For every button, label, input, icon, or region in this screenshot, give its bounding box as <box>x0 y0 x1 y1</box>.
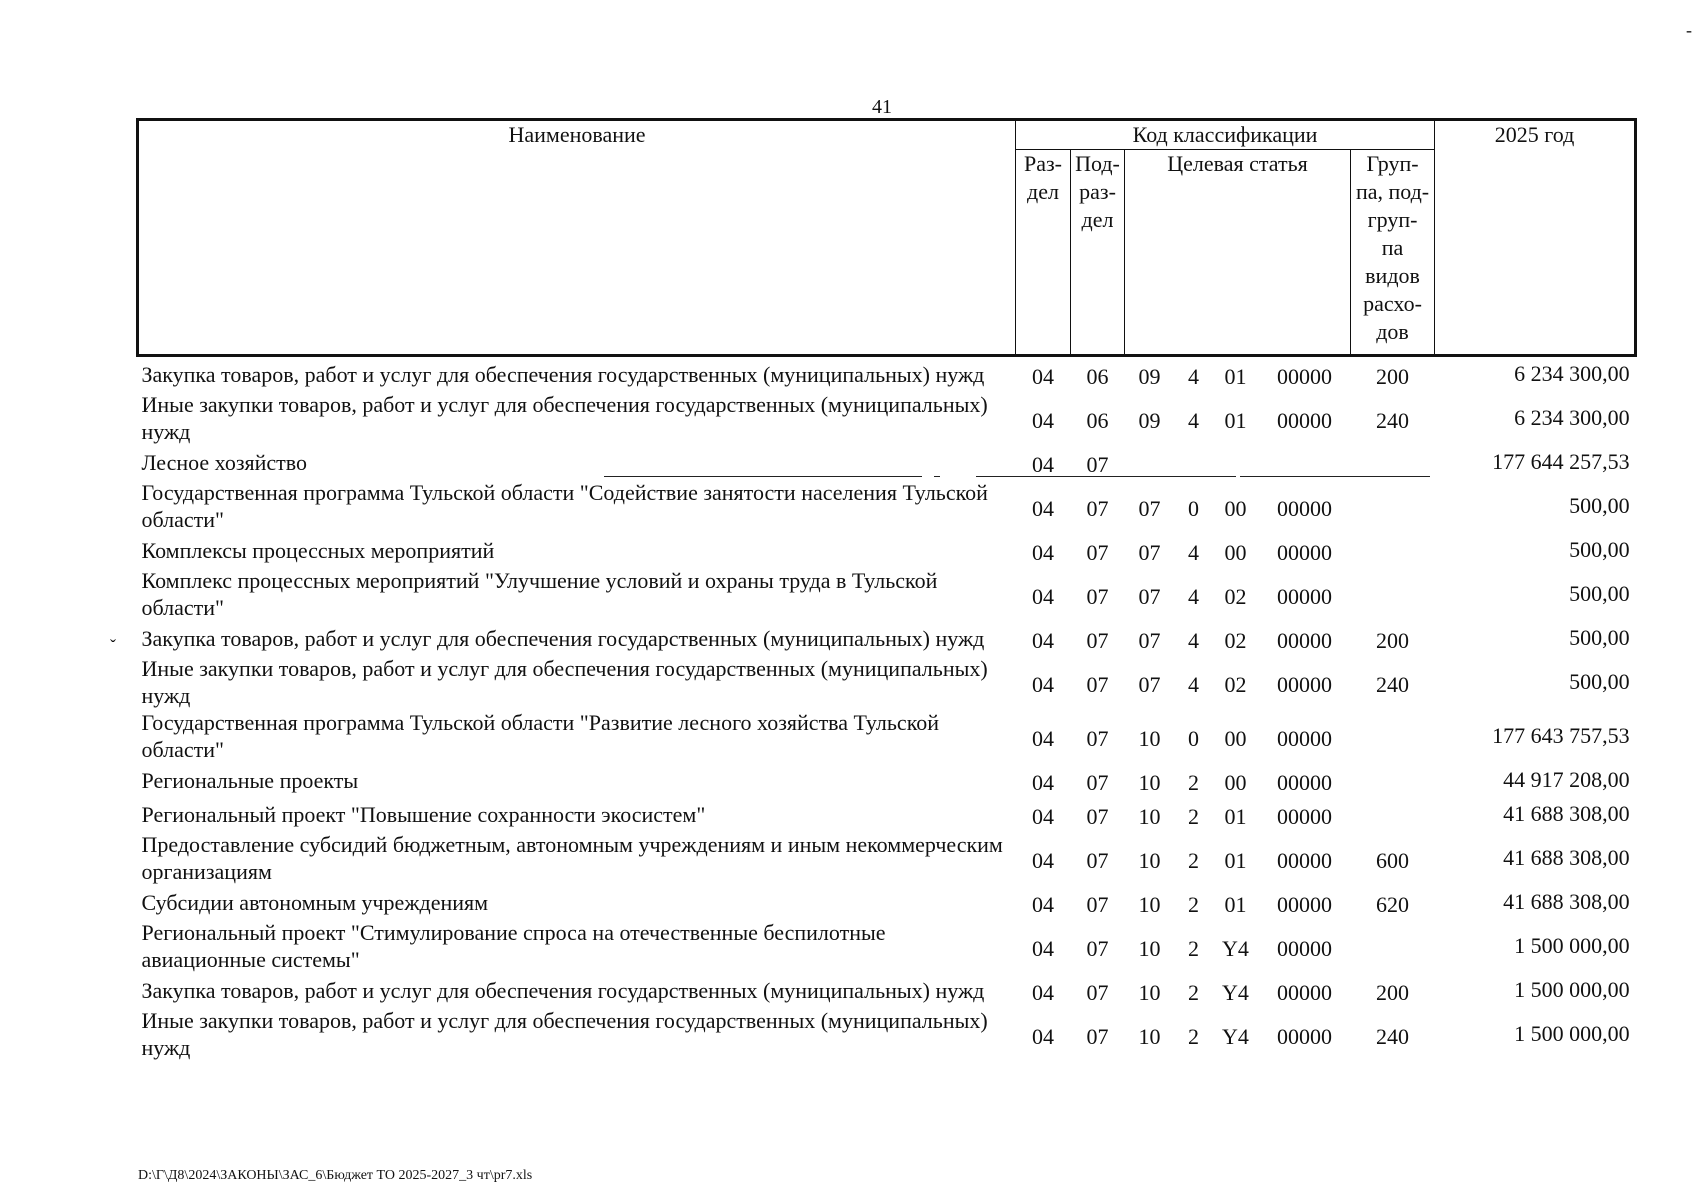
row-name: Государственная программа Тульской области "Содействие занятости населения Тульской области" <box>141 480 988 532</box>
row-amount: 500,00 <box>1569 537 1630 562</box>
separator-line <box>604 476 922 477</box>
row-code-razdel: 04 <box>1032 540 1054 565</box>
row-code-cs2: 2 <box>1188 980 1199 1005</box>
row-code-cs2: 2 <box>1188 848 1199 873</box>
row-code-cs1: 10 <box>1138 936 1161 961</box>
row-code-vr <box>1351 567 1435 621</box>
separator-line <box>1240 476 1430 477</box>
row-amount: 500,00 <box>1569 669 1630 694</box>
row-code-cs4: 00000 <box>1277 1024 1332 1049</box>
row-code-razdel: 04 <box>1032 726 1054 751</box>
row-code-podrazdel: 07 <box>1086 770 1109 795</box>
row-code-podrazdel: 07 <box>1086 936 1109 961</box>
row-code-cs3: Y4 <box>1222 980 1249 1005</box>
row-code-cs1: 09 <box>1138 408 1161 433</box>
row-amount: 1 500 000,00 <box>1514 1021 1630 1046</box>
table-row <box>138 567 1636 621</box>
row-code-cs3: 02 <box>1224 584 1247 609</box>
row-code-vr: 200 <box>1376 628 1410 653</box>
row-code-vr: 240 <box>1376 408 1410 433</box>
row-code-cs3: 00 <box>1224 496 1247 521</box>
row-code-cs3: 02 <box>1224 628 1247 653</box>
row-code-razdel: 04 <box>1032 672 1054 697</box>
row-code-cs4: 00000 <box>1277 628 1332 653</box>
row-code-cs4: 00000 <box>1277 496 1332 521</box>
row-code-razdel: 04 <box>1032 496 1054 521</box>
row-code-vr: 600 <box>1376 848 1410 873</box>
row-name: Закупка товаров, работ и услуг для обеспечения государственных (муниципальных) нужд <box>141 977 985 1003</box>
row-code-cs3: 00 <box>1224 540 1247 565</box>
row-code-cs4: 00000 <box>1277 892 1332 917</box>
row-code-razdel: 04 <box>1032 364 1054 389</box>
row-name: Иные закупки товаров, работ и услуг для обеспечения государственных (муниципальных) нужд <box>141 1008 988 1060</box>
row-code-podrazdel: 07 <box>1086 584 1109 609</box>
row-code-podrazdel: 07 <box>1086 980 1109 1005</box>
row-code-cs2: 2 <box>1188 1024 1199 1049</box>
row-code-cs4: 00000 <box>1277 936 1332 961</box>
row-code-cs3: 01 <box>1224 892 1247 917</box>
table-row <box>138 479 1636 533</box>
row-code-vr: 200 <box>1376 980 1410 1005</box>
row-code-cs2: 0 <box>1188 726 1199 751</box>
row-amount: 6 234 300,00 <box>1514 405 1630 430</box>
row-code-cs1: 10 <box>1138 980 1161 1005</box>
row-code-cs4: 00000 <box>1277 364 1332 389</box>
row-code-razdel: 04 <box>1032 980 1054 1005</box>
row-code-cs1 <box>1125 445 1175 479</box>
row-amount: 1 500 000,00 <box>1514 933 1630 958</box>
row-amount: 6 234 300,00 <box>1514 361 1630 386</box>
row-code-cs1: 10 <box>1138 848 1161 873</box>
row-name: Закупка товаров, работ и услуг для обеспечения государственных (муниципальных) нужд <box>141 361 985 387</box>
row-code-cs1: 07 <box>1138 628 1161 653</box>
table-row <box>138 391 1636 445</box>
table-row <box>138 885 1636 919</box>
row-code-vr <box>1351 533 1435 567</box>
budget-table <box>136 118 1637 1061</box>
row-code-podrazdel: 07 <box>1086 672 1109 697</box>
table-row <box>138 533 1636 567</box>
row-code-razdel: 04 <box>1032 584 1054 609</box>
row-code-cs4 <box>1259 445 1351 479</box>
row-amount: 500,00 <box>1569 625 1630 650</box>
row-code-cs4: 00000 <box>1277 540 1332 565</box>
file-path: D:\Г\Д8\2024\ЗАКОНЫ\ЗАС_6\Бюджет ТО 2025-2027_3 чт\pr7.xls <box>138 1168 533 1183</box>
row-code-cs4: 00000 <box>1277 584 1332 609</box>
row-code-cs1: 10 <box>1138 804 1161 829</box>
row-code-cs2: 2 <box>1188 892 1199 917</box>
row-code-podrazdel: 07 <box>1086 628 1109 653</box>
separator-line <box>934 476 940 477</box>
row-code-cs3 <box>1213 445 1259 479</box>
row-code-cs1: 10 <box>1138 892 1161 917</box>
table-row <box>138 797 1636 831</box>
row-code-podrazdel: 07 <box>1086 452 1109 477</box>
row-code-podrazdel: 06 <box>1086 364 1109 389</box>
row-code-cs4: 00000 <box>1277 770 1332 795</box>
row-code-razdel: 04 <box>1032 804 1054 829</box>
row-code-cs1: 07 <box>1138 540 1161 565</box>
row-code-podrazdel: 07 <box>1086 848 1109 873</box>
table-row <box>138 356 1636 392</box>
row-code-cs3: 01 <box>1224 804 1247 829</box>
margin-mark: ˇ <box>110 636 116 656</box>
row-code-cs2: 4 <box>1188 364 1199 389</box>
row-code-razdel: 04 <box>1032 848 1054 873</box>
row-amount: 41 688 308,00 <box>1503 801 1630 826</box>
row-code-razdel: 04 <box>1032 770 1054 795</box>
column-header-year: 2025 год <box>1435 120 1636 356</box>
row-code-cs3: 00 <box>1224 770 1247 795</box>
row-code-razdel: 04 <box>1032 936 1054 961</box>
row-code-podrazdel: 07 <box>1086 726 1109 751</box>
row-code-podrazdel: 07 <box>1086 496 1109 521</box>
row-code-cs1: 10 <box>1138 726 1161 751</box>
row-amount: 44 917 208,00 <box>1503 767 1630 792</box>
row-name: Региональный проект "Стимулирование спроса на отечественные беспилотные авиационные системы" <box>141 920 886 972</box>
row-code-cs2: 0 <box>1188 496 1199 521</box>
row-code-cs3: 01 <box>1224 364 1247 389</box>
table-row <box>138 919 1636 973</box>
row-code-razdel: 04 <box>1032 408 1054 433</box>
row-code-cs2: 4 <box>1188 628 1199 653</box>
row-code-cs3: 02 <box>1224 672 1247 697</box>
table-row <box>138 445 1636 479</box>
column-header-target-article: Целевая статья <box>1125 150 1351 356</box>
row-code-razdel: 04 <box>1032 628 1054 653</box>
row-code-cs2: 4 <box>1188 540 1199 565</box>
row-code-cs1: 10 <box>1138 770 1161 795</box>
column-header-subsection: Под- раз- дел <box>1071 150 1125 356</box>
table-row <box>138 621 1636 655</box>
row-code-cs4: 00000 <box>1277 804 1332 829</box>
row-name: Региональные проекты <box>141 767 359 793</box>
row-code-cs1: 07 <box>1138 584 1161 609</box>
row-amount: 177 644 257,53 <box>1492 449 1630 474</box>
row-code-cs3: Y4 <box>1222 1024 1249 1049</box>
column-header-expense-group: Груп- па, под- груп- па видов расхо- дов <box>1351 150 1435 356</box>
row-amount: 1 500 000,00 <box>1514 977 1630 1002</box>
row-name: Государственная программа Тульской области "Развитие лесного хозяйства Тульской области" <box>141 710 940 762</box>
column-header-section: Раз- дел <box>1016 150 1071 356</box>
row-amount: 177 643 757,53 <box>1492 723 1630 748</box>
row-code-vr: 240 <box>1376 672 1410 697</box>
row-code-razdel: 04 <box>1032 1024 1054 1049</box>
row-code-cs2 <box>1175 445 1213 479</box>
row-code-cs3: 01 <box>1224 408 1247 433</box>
column-header-name: Наименование <box>138 120 1016 356</box>
row-name: Предоставление субсидий бюджетным, автономным учреждениям и иным некоммерческим организациям <box>141 832 1003 884</box>
row-code-cs4: 00000 <box>1277 672 1332 697</box>
row-amount: 500,00 <box>1569 581 1630 606</box>
row-code-cs3: 01 <box>1224 848 1247 873</box>
table-row <box>138 973 1636 1007</box>
row-code-cs2: 2 <box>1188 936 1199 961</box>
row-code-vr <box>1351 479 1435 533</box>
row-code-cs2: 2 <box>1188 804 1199 829</box>
row-code-cs1: 09 <box>1138 364 1161 389</box>
column-header-classification: Код классификации <box>1016 120 1435 150</box>
row-code-cs3: 00 <box>1224 726 1247 751</box>
row-code-vr <box>1351 797 1435 831</box>
row-name: Субсидии автономным учреждениям <box>141 889 489 915</box>
row-code-cs3: Y4 <box>1222 936 1249 961</box>
row-code-vr <box>1351 763 1435 797</box>
row-amount: 41 688 308,00 <box>1503 845 1630 870</box>
table-row <box>138 831 1636 885</box>
row-name: Закупка товаров, работ и услуг для обеспечения государственных (муниципальных) нужд <box>141 625 985 651</box>
row-code-vr: 620 <box>1376 892 1410 917</box>
row-amount: 500,00 <box>1569 493 1630 518</box>
row-code-podrazdel: 07 <box>1086 1024 1109 1049</box>
row-code-cs1: 10 <box>1138 1024 1161 1049</box>
table-row <box>138 763 1636 797</box>
row-code-cs2: 4 <box>1188 672 1199 697</box>
row-name: Комплекс процессных мероприятий "Улучшение условий и охраны труда в Тульской области" <box>141 568 938 620</box>
row-code-cs2: 4 <box>1188 408 1199 433</box>
row-code-vr: 200 <box>1376 364 1410 389</box>
row-code-cs1: 07 <box>1138 496 1161 521</box>
table-row <box>138 1007 1636 1061</box>
row-code-vr <box>1351 445 1435 479</box>
table-body <box>138 356 1636 1062</box>
row-amount: 41 688 308,00 <box>1503 889 1630 914</box>
row-code-cs4: 00000 <box>1277 848 1332 873</box>
row-code-cs4: 00000 <box>1277 408 1332 433</box>
separator-line <box>976 476 1236 477</box>
row-code-vr <box>1351 709 1435 763</box>
row-code-razdel: 04 <box>1032 892 1054 917</box>
margin-mark: - <box>1686 20 1692 40</box>
row-code-vr: 240 <box>1376 1024 1410 1049</box>
row-code-cs4: 00000 <box>1277 726 1332 751</box>
row-name: Иные закупки товаров, работ и услуг для обеспечения государственных (муниципальных) нужд <box>141 656 988 708</box>
page-number: 41 <box>872 96 892 118</box>
row-code-podrazdel: 06 <box>1086 408 1109 433</box>
row-name: Региональный проект "Повышение сохранности экосистем" <box>141 801 706 827</box>
row-name: Иные закупки товаров, работ и услуг для обеспечения государственных (муниципальных) нужд <box>141 392 988 444</box>
row-code-podrazdel: 07 <box>1086 540 1109 565</box>
row-code-podrazdel: 07 <box>1086 892 1109 917</box>
row-code-cs1: 07 <box>1138 672 1161 697</box>
row-code-cs2: 4 <box>1188 584 1199 609</box>
row-code-razdel: 04 <box>1032 452 1054 477</box>
row-code-cs4: 00000 <box>1277 980 1332 1005</box>
row-code-podrazdel: 07 <box>1086 804 1109 829</box>
row-code-vr <box>1351 919 1435 973</box>
row-name: Комплексы процессных мероприятий <box>141 537 495 563</box>
table-row <box>138 709 1636 763</box>
table-header <box>138 120 1636 356</box>
row-name: Лесное хозяйство <box>141 449 308 475</box>
row-code-cs2: 2 <box>1188 770 1199 795</box>
table-row <box>138 655 1636 709</box>
